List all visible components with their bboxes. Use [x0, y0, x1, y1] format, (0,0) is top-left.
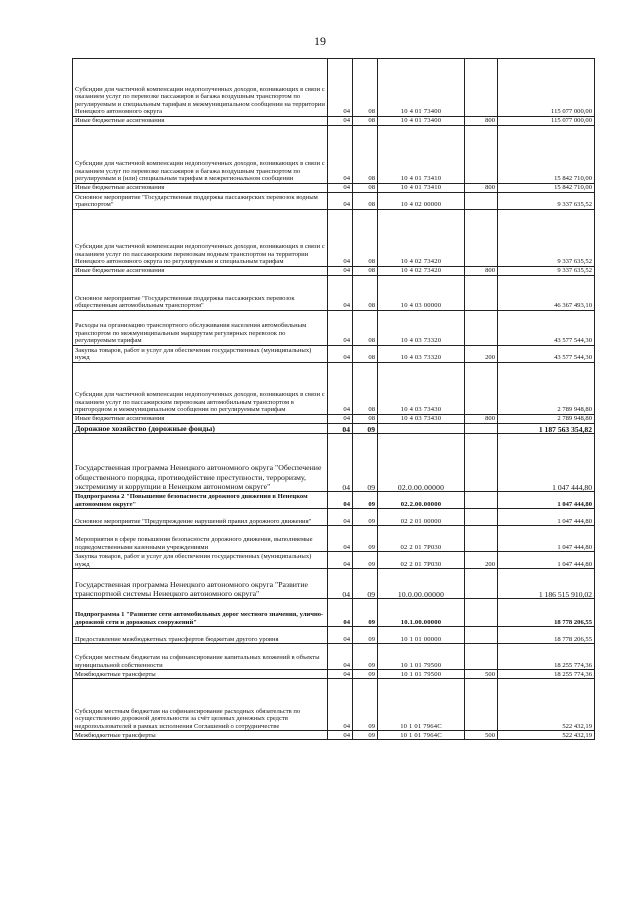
- cell-name: Основное мероприятие "Государственная поддержка пассажирских перевозок водным транспортом": [73, 193, 328, 210]
- cell-amount: 18 255 774,36: [498, 670, 595, 679]
- table-row: [73, 363, 595, 415]
- cell-target-article: 10.0.00.00000: [378, 569, 465, 599]
- cell-target-article: 10 4 03 73320: [378, 346, 465, 363]
- table-row: [73, 731, 595, 740]
- cell-subsection: 09: [353, 434, 378, 492]
- cell-subsection: 09: [353, 644, 378, 670]
- cell-expense-type: [465, 424, 498, 434]
- cell-name: Закупка товаров, работ и услуг для обеспечения государственных (муниципальных) нужд: [73, 552, 328, 569]
- cell-section: 04: [328, 599, 353, 627]
- cell-amount: 115 077 000,00: [498, 59, 595, 117]
- cell-subsection: 08: [353, 276, 378, 311]
- table-row: [73, 424, 595, 434]
- cell-expense-type: 800: [465, 415, 498, 424]
- cell-target-article: 10 4 02 73420: [378, 210, 465, 267]
- cell-name: Субсидии для частичной компенсации недополученных доходов, возникающих в связи с оказанием услуг по пассажирским перевозкам автомобильным транспортом в пригородном и межмуниципальном сообщении по регулируемым тарифам: [73, 363, 328, 415]
- cell-subsection: 09: [353, 509, 378, 526]
- cell-expense-type: [465, 59, 498, 117]
- cell-section: 04: [328, 126, 353, 184]
- table-row: [73, 117, 595, 126]
- cell-subsection: 09: [353, 552, 378, 569]
- cell-subsection: 08: [353, 415, 378, 424]
- cell-target-article: [378, 424, 465, 434]
- cell-section: 04: [328, 193, 353, 210]
- cell-target-article: 10.1.00.00000: [378, 599, 465, 627]
- cell-name: Межбюджетные трансферты: [73, 731, 328, 740]
- cell-expense-type: 800: [465, 267, 498, 276]
- cell-subsection: 08: [353, 363, 378, 415]
- cell-expense-type: [465, 599, 498, 627]
- cell-name: Расходы на организацию транспортного обслуживания населения автомобильным транспортом по межмуниципальным маршрутам регулярных перевозок по регулируемым тарифам: [73, 311, 328, 346]
- cell-amount: 1 047 444,80: [498, 434, 595, 492]
- table-row: [73, 492, 595, 509]
- cell-name: Иные бюджетные ассигнования: [73, 415, 328, 424]
- cell-section: 04: [328, 526, 353, 552]
- table-row: [73, 526, 595, 552]
- cell-section: 04: [328, 117, 353, 126]
- cell-subsection: 09: [353, 679, 378, 731]
- cell-subsection: 08: [353, 267, 378, 276]
- cell-expense-type: 800: [465, 117, 498, 126]
- table-row: [73, 311, 595, 346]
- table-row: [73, 627, 595, 644]
- cell-name: Субсидии для частичной компенсации недополученных доходов, возникающих в связи с оказанием услуг по пассажирским перевозкам водным транспортом на территории Ненецкого автономного округа по регулируемым и специальным тарифам: [73, 210, 328, 267]
- cell-name: Иные бюджетные ассигнования: [73, 117, 328, 126]
- cell-name: Дорожное хозяйство (дорожные фонды): [73, 424, 328, 434]
- cell-expense-type: 500: [465, 670, 498, 679]
- table-row: [73, 552, 595, 569]
- cell-expense-type: 800: [465, 184, 498, 193]
- cell-target-article: 10 1 01 7964С: [378, 731, 465, 740]
- cell-name: Основное мероприятие "Предупреждение нарушений правил дорожного движения": [73, 509, 328, 526]
- cell-target-article: 10 4 03 73430: [378, 363, 465, 415]
- cell-section: 04: [328, 627, 353, 644]
- cell-subsection: 08: [353, 126, 378, 184]
- cell-target-article: 10 4 02 00000: [378, 193, 465, 210]
- cell-section: 04: [328, 276, 353, 311]
- cell-target-article: 10 4 01 73410: [378, 184, 465, 193]
- cell-amount: 15 842 710,00: [498, 184, 595, 193]
- cell-section: 04: [328, 59, 353, 117]
- cell-target-article: 10 4 01 73410: [378, 126, 465, 184]
- cell-target-article: 02 2 01 7Р030: [378, 552, 465, 569]
- cell-amount: 18 778 206,55: [498, 599, 595, 627]
- page-number: 19: [314, 34, 326, 48]
- cell-amount: 43 577 544,30: [498, 346, 595, 363]
- cell-target-article: 02.0.00.00000: [378, 434, 465, 492]
- cell-section: 04: [328, 415, 353, 424]
- cell-section: 04: [328, 731, 353, 740]
- cell-name: Мероприятия в сфере повышения безопасности дорожного движения, выполняемые подведомственными казенными учреждениями: [73, 526, 328, 552]
- cell-section: 04: [328, 679, 353, 731]
- cell-target-article: 02.2.00.00000: [378, 492, 465, 509]
- cell-section: 04: [328, 210, 353, 267]
- cell-amount: 1 047 444,80: [498, 552, 595, 569]
- cell-target-article: 10 4 02 73420: [378, 267, 465, 276]
- cell-amount: 1 047 444,80: [498, 509, 595, 526]
- cell-name: Государственная программа Ненецкого автономного округа "Обеспечение общественного порядка, противодействие преступности, терроризму, экстремизму и коррупции в Ненецком автономном округе": [73, 434, 328, 492]
- cell-subsection: 09: [353, 627, 378, 644]
- cell-name: Подпрограмма 1 "Развитие сети автомобильных дорог местного значения, улично-дорожной сети и дорожных сооружений": [73, 599, 328, 627]
- cell-section: 04: [328, 509, 353, 526]
- cell-subsection: 08: [353, 184, 378, 193]
- cell-expense-type: 200: [465, 552, 498, 569]
- cell-section: 04: [328, 644, 353, 670]
- cell-target-article: 10 4 01 73400: [378, 117, 465, 126]
- cell-target-article: 10 1 01 7964С: [378, 679, 465, 731]
- cell-amount: 9 337 635,52: [498, 210, 595, 267]
- cell-target-article: 10 1 01 00000: [378, 627, 465, 644]
- cell-expense-type: 500: [465, 731, 498, 740]
- table-row: [73, 679, 595, 731]
- cell-target-article: 10 1 01 79500: [378, 670, 465, 679]
- cell-subsection: 08: [353, 210, 378, 267]
- cell-name: Иные бюджетные ассигнования: [73, 184, 328, 193]
- budget-table-body: [73, 59, 595, 740]
- cell-amount: 43 577 544,30: [498, 311, 595, 346]
- cell-name: Закупка товаров, работ и услуг для обеспечения государственных (муниципальных) нужд: [73, 346, 328, 363]
- cell-expense-type: [465, 509, 498, 526]
- cell-section: 04: [328, 569, 353, 599]
- cell-amount: 9 337 635,52: [498, 267, 595, 276]
- cell-amount: 9 337 635,52: [498, 193, 595, 210]
- cell-expense-type: [465, 492, 498, 509]
- cell-amount: 115 077 000,00: [498, 117, 595, 126]
- cell-name: Подпрограмма 2 "Повышение безопасности дорожного движения в Ненецком автономном округе": [73, 492, 328, 509]
- cell-target-article: 10 4 03 73320: [378, 311, 465, 346]
- cell-section: 04: [328, 670, 353, 679]
- cell-subsection: 08: [353, 59, 378, 117]
- cell-amount: 18 778 206,55: [498, 627, 595, 644]
- cell-subsection: 09: [353, 670, 378, 679]
- cell-section: 04: [328, 346, 353, 363]
- cell-expense-type: [465, 679, 498, 731]
- table-row: [73, 276, 595, 311]
- table-row: [73, 210, 595, 267]
- cell-expense-type: [465, 363, 498, 415]
- cell-section: 04: [328, 267, 353, 276]
- cell-name: Субсидии для частичной компенсации недополученных доходов, возникающих в связи с оказанием услуг по перевозке пассажиров и багажа воздушным транспортом по регулируемым и (или) специальным тарифам в межрегиональном сообщении: [73, 126, 328, 184]
- cell-name: Межбюджетные трансферты: [73, 670, 328, 679]
- cell-target-article: 02 2 01 7Р030: [378, 526, 465, 552]
- table-row: [73, 569, 595, 599]
- table-row: [73, 415, 595, 424]
- table-row: [73, 644, 595, 670]
- cell-section: 04: [328, 552, 353, 569]
- cell-amount: 2 789 948,80: [498, 415, 595, 424]
- cell-expense-type: [465, 276, 498, 311]
- cell-expense-type: [465, 126, 498, 184]
- cell-name: Основное мероприятие "Государственная поддержка пассажирских перевозок общественным автомобильным транспортом": [73, 276, 328, 311]
- budget-table: [72, 58, 595, 740]
- cell-amount: 1 047 444,80: [498, 492, 595, 509]
- cell-expense-type: [465, 434, 498, 492]
- table-row: [73, 346, 595, 363]
- table-row: [73, 126, 595, 184]
- cell-expense-type: [465, 569, 498, 599]
- cell-name: Иные бюджетные ассигнования: [73, 267, 328, 276]
- table-row: [73, 184, 595, 193]
- cell-subsection: 09: [353, 526, 378, 552]
- table-row: [73, 509, 595, 526]
- cell-expense-type: [465, 311, 498, 346]
- cell-subsection: 08: [353, 193, 378, 210]
- cell-subsection: 09: [353, 424, 378, 434]
- table-row: [73, 59, 595, 117]
- cell-expense-type: [465, 193, 498, 210]
- cell-section: 04: [328, 492, 353, 509]
- table-row: [73, 434, 595, 492]
- cell-name: Субсидии местным бюджетам на софинансирование расходных обязательств по осуществлению дорожной деятельности за счёт целевых денежных средств недропользователей в рамках исполнения Соглашений о сотрудничестве: [73, 679, 328, 731]
- cell-section: 04: [328, 424, 353, 434]
- cell-expense-type: [465, 644, 498, 670]
- table-row: [73, 267, 595, 276]
- cell-amount: 1 187 563 354,82: [498, 424, 595, 434]
- cell-amount: 1 047 444,80: [498, 526, 595, 552]
- cell-subsection: 09: [353, 731, 378, 740]
- cell-subsection: 09: [353, 569, 378, 599]
- cell-section: 04: [328, 311, 353, 346]
- cell-target-article: 10 4 01 73400: [378, 59, 465, 117]
- cell-target-article: 10 4 03 73430: [378, 415, 465, 424]
- cell-name: Государственная программа Ненецкого автономного округа "Развитие транспортной системы Ненецкого автономного округа": [73, 569, 328, 599]
- cell-amount: 2 789 948,80: [498, 363, 595, 415]
- cell-name: Субсидии для частичной компенсации недополученных доходов, возникающих в связи с оказанием услуг по перевозке пассажиров и багажа воздушным транспортом по регулируемым и специальным тарифам в межмуниципальном сообщении на территории Ненецкого автономного округа: [73, 59, 328, 117]
- cell-target-article: 02 2 01 00000: [378, 509, 465, 526]
- cell-amount: 15 842 710,00: [498, 126, 595, 184]
- cell-subsection: 08: [353, 117, 378, 126]
- cell-name: Субсидии местным бюджетам на софинансирование капитальных вложений в объекты муниципальной собственности: [73, 644, 328, 670]
- cell-target-article: 10 1 01 79500: [378, 644, 465, 670]
- cell-amount: 1 186 515 910,02: [498, 569, 595, 599]
- cell-section: 04: [328, 184, 353, 193]
- cell-expense-type: [465, 627, 498, 644]
- cell-subsection: 08: [353, 346, 378, 363]
- table-row: [73, 193, 595, 210]
- cell-section: 04: [328, 434, 353, 492]
- cell-expense-type: [465, 210, 498, 267]
- cell-target-article: 10 4 03 00000: [378, 276, 465, 311]
- cell-name: Предоставление межбюджетных трансфертов бюджетам другого уровня: [73, 627, 328, 644]
- cell-subsection: 08: [353, 311, 378, 346]
- cell-amount: 522 432,19: [498, 679, 595, 731]
- cell-section: 04: [328, 363, 353, 415]
- cell-subsection: 09: [353, 599, 378, 627]
- cell-expense-type: [465, 526, 498, 552]
- cell-expense-type: 200: [465, 346, 498, 363]
- cell-amount: 522 432,19: [498, 731, 595, 740]
- cell-subsection: 09: [353, 492, 378, 509]
- table-row: [73, 599, 595, 627]
- cell-amount: 46 367 493,10: [498, 276, 595, 311]
- cell-amount: 18 255 774,36: [498, 644, 595, 670]
- table-row: [73, 670, 595, 679]
